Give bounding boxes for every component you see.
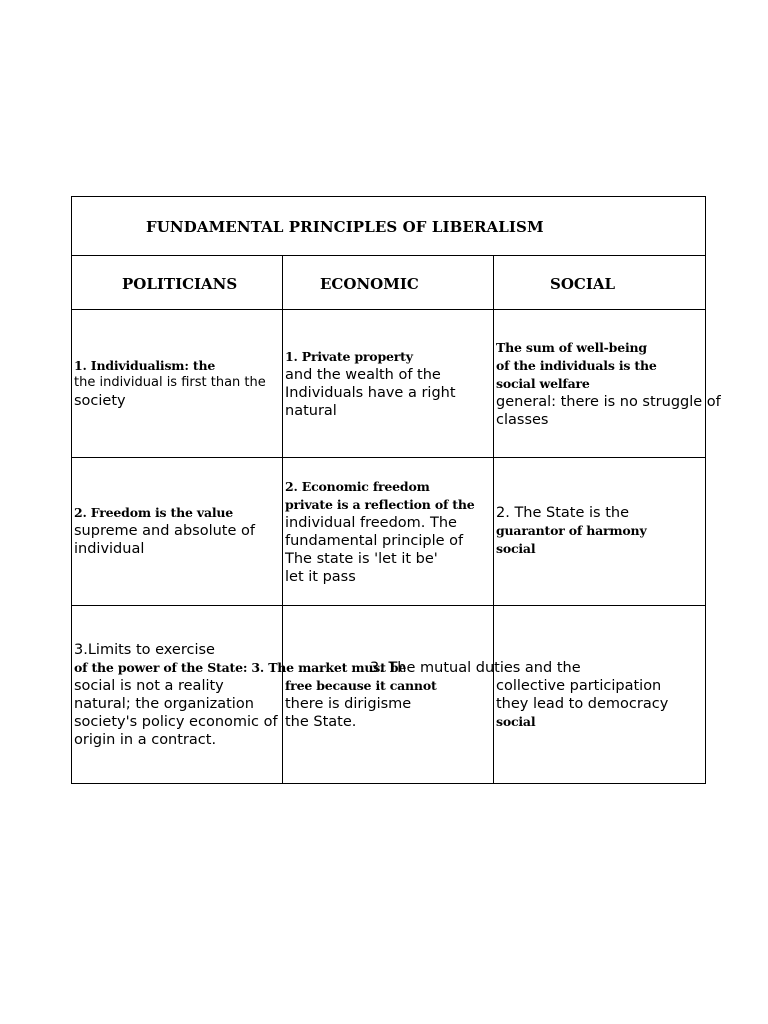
- divider: [72, 605, 705, 606]
- cell-line: 3. The mutual duties and the: [370, 660, 581, 676]
- cell-line: 2. The State is the: [496, 505, 629, 521]
- cell-line: social: [496, 714, 536, 729]
- cell-politicians-1: [74, 357, 266, 410]
- divider: [72, 255, 705, 256]
- cell-social-1: [496, 339, 721, 429]
- cell-line: collective participation: [496, 678, 662, 694]
- cell-line: society's policy economic of: [74, 714, 278, 730]
- cell-line: origin in a contract.: [74, 732, 217, 748]
- cell-line: social is not a reality: [74, 678, 224, 694]
- cell-line: the State.: [285, 714, 357, 730]
- cell-economic-1: [285, 348, 456, 420]
- cell-social-2: [496, 504, 647, 558]
- cell-line: they lead to democracy: [496, 696, 669, 712]
- cell-line: there is dirigisme: [285, 696, 412, 712]
- cell-politicians-2: [74, 504, 255, 558]
- cell-line: 3.Limits to exercise: [74, 642, 215, 658]
- divider: [72, 457, 705, 458]
- divider: [493, 256, 494, 783]
- cell-line: The state is 'let it be': [285, 551, 438, 567]
- cell-line: individual: [74, 541, 145, 557]
- cell-line: guarantor of harmony: [496, 523, 647, 538]
- cell-line: social welfare: [496, 376, 590, 391]
- cell-line: 2. Freedom is the value: [74, 505, 234, 520]
- column-header-social: SOCIAL: [550, 275, 616, 293]
- liberalism-table: [71, 196, 721, 784]
- cell-line: of the power of the State: 3. The market must be: [74, 660, 407, 675]
- cell-line: 1. Individualism: the: [74, 358, 216, 373]
- divider: [72, 309, 705, 310]
- cell-line: individual freedom. The: [285, 515, 457, 531]
- cell-line: natural; the organization: [74, 696, 254, 712]
- cell-line: The sum of well-being: [496, 340, 647, 355]
- cell-line: and the wealth of the: [285, 367, 441, 383]
- cell-line: natural: [285, 403, 337, 419]
- table-title: FUNDAMENTAL PRINCIPLES OF LIBERALISM: [146, 218, 544, 236]
- column-header-politicians: POLITICIANS: [122, 275, 238, 293]
- cell-line: private is a reflection of the: [285, 497, 475, 512]
- cell-social-3: [370, 659, 669, 731]
- cell-line: of the individuals is the: [496, 358, 657, 373]
- cell-economic-3: [285, 677, 437, 731]
- cell-economic-2: [285, 478, 475, 586]
- cell-line: 1. Private property: [285, 349, 413, 364]
- column-header-economic: ECONOMIC: [320, 275, 419, 293]
- cell-line: supreme and absolute of: [74, 523, 255, 539]
- cell-line: let it pass: [285, 569, 356, 585]
- cell-line: the individual is first than the: [74, 375, 266, 390]
- cell-line: general: there is no struggle of: [496, 394, 721, 410]
- cell-line: fundamental principle of: [285, 533, 464, 549]
- cell-line: social: [496, 541, 536, 556]
- cell-line: free because it cannot: [285, 678, 437, 693]
- cell-line: Individuals have a right: [285, 385, 456, 401]
- cell-line: classes: [496, 412, 549, 428]
- cell-line: 2. Economic freedom: [285, 479, 430, 494]
- cell-line: society: [74, 393, 126, 409]
